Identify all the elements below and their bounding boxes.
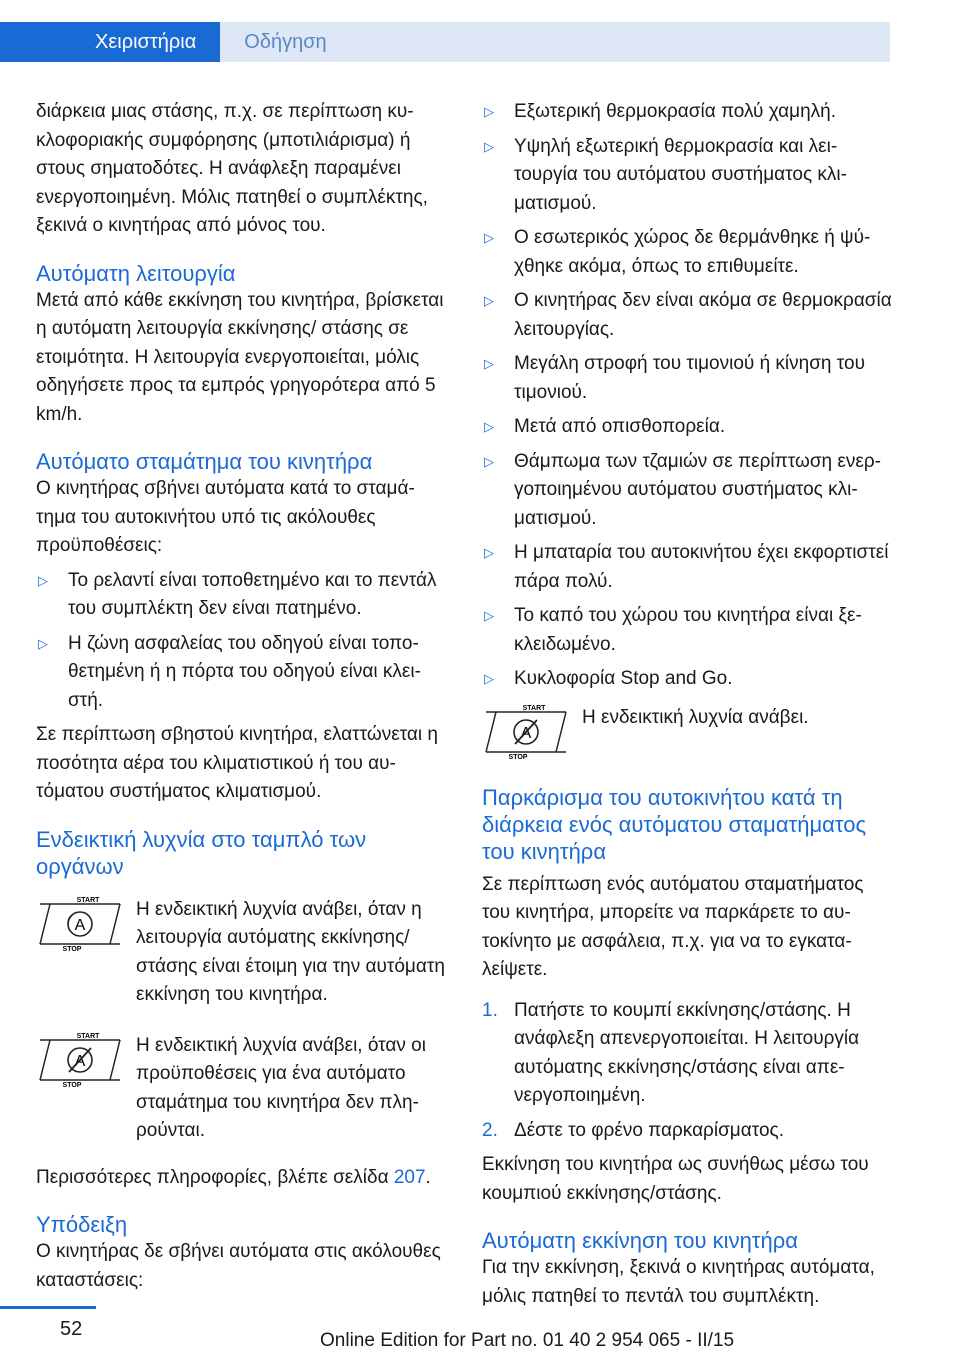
list-item: ▷ Κυκλοφορία Stop and Go. [484,668,733,689]
header-tabs [0,22,890,62]
page-link[interactable]: 207 [393,1166,426,1188]
triangle-bullet-icon: ▷ [38,635,48,651]
heading-auto-start: Αυτόματη εκκίνηση του κινητήρα [482,1228,798,1253]
triangle-bullet-icon: ▷ [38,572,48,588]
svg-text:A: A [74,1052,86,1070]
indicator-ready-text: Η ενδεικτική λυχνία ανάβει, όταν η λειτουργία αυτόματης εκκίνησης/ στάσης είναι έτοιμη για την αυτόματη εκκίνηση του κινητήρα. [136,898,445,1005]
svg-text:STOP: STOP [508,753,528,760]
triangle-bullet-icon: ▷ [484,545,494,560]
start-stop-unavailable-icon [36,1032,124,1088]
list-item: ▷ Εξωτερική θερμοκρασία πολύ χαμηλή. [484,101,837,122]
list-item: ▷ Ο κινητήρας δεν είναι ακόμα σε θερμοκρασία λειτουργίας. [484,290,892,340]
list-item: ▷ Η μπαταρία του αυτοκινήτου έχει εκφορτιστεί πάρα πολύ. [484,542,889,592]
svg-text:STOP: STOP [62,1081,82,1088]
svg-text:A: A [74,916,86,934]
auto-stop-paragraph: Ο κινητήρας σβήνει αυτόματα κατά το σταμάτημα του αυτοκινήτου υπό τις ακόλουθες προϋποθέσεις: [36,478,415,556]
indicator-stop-and-go [482,704,894,760]
list-item: ▷ Το ρελαντί είναι τοποθετημένο και το πεντάλ του συμπλέκτη δεν είναι πατημένο. [38,569,437,619]
left-column [36,98,446,1295]
svg-text:STOP: STOP [62,945,82,952]
triangle-bullet-icon: ▷ [484,293,494,308]
svg-text:START: START [522,704,546,712]
parking-paragraph: Σε περίπτωση ενός αυτόματου σταματήματος του κινητήρα, μπορείτε να παρκάρετε το αυτοκίνητο με ασφάλεια, π.χ. για να το εγκαταλείψετε. [482,873,864,980]
list-item: 2. Δέστε το φρένο παρκαρίσματος. [482,1119,784,1141]
heading-auto-stop: Αυτόματο σταμάτημα του κινητήρα [36,449,373,474]
indicator-not-met [36,1032,446,1146]
list-item: 1. Πατήστε το κουμπί εκκίνησης/στάσης. Η ανάφλεξη απενεργοποιείται. Η λειτουργία αυτόματης εκκίνησης/στάσης είναι απενεργοποιημένη. [482,999,860,1106]
svg-text:A: A [520,724,532,742]
list-item: ▷ Θάμπωμα των τζαμιών σε περίπτωση ενεργοποιημένου αυτόματου συστήματος κλιματισμού. [484,450,881,529]
restart-paragraph: Εκκίνηση του κινητήρα ως συνήθως μέσω του κουμπιού εκκίνησης/στάσης. [482,1154,869,1204]
intro-paragraph: διάρκεια μιας στάσης, π.χ. σε περίπτωση κυκλοφοριακής συμφόρησης (μποτιλιάρισμα) ή στους σηματοδότες. Η ανάφλεξη παραμένει ενεργοποιημένη. Μόλις πατηθεί ο συμπλέκτης, ξεκινά ο κινητήρας από μόνος του. [36,101,428,236]
auto-start-paragraph: Για την εκκίνηση, ξεκινά ο κινητήρας αυτόματα, μόλις πατηθεί το πεντάλ του συμπλέκτη. [482,1257,875,1307]
list-item: ▷ Μεγάλη στροφή του τιμονιού ή κίνηση του τιμονιού. [484,353,865,403]
auto-function-paragraph: Μετά από κάθε εκκίνηση του κινητήρα, βρίσκεται η αυτόματη λειτουργία εκκίνησης/ στάσης σε ετοιμότητα. Η λειτουργία ενεργοποιείται, μόλις οδηγήσετε προς τα εμπρός γρηγορότερα από 5 km/h. [36,289,444,425]
tab-driving[interactable]: Οδήγηση [220,22,890,62]
triangle-bullet-icon: ▷ [484,671,494,686]
reduce-air-paragraph: Σε περίπτωση σβηστού κινητήρα, ελαττώνεται η ποσότητα αέρα του κλιματιστικού ή του αυτόματου συστήματος κλιματισμού. [36,724,438,802]
heading-parking: Παρκάρισμα του αυτοκινήτου κατά τη διάρκεια ενός αυτόματου σταματήματος του κινητήρα [482,784,867,864]
svg-text:START: START [76,896,100,904]
triangle-bullet-icon: ▷ [484,608,494,623]
indicator-not-met-text: Η ενδεικτική λυχνία ανάβει, όταν οι προϋποθέσεις για ένα αυτόματο σταμάτημα του κινητήρα δεν πληρούνται. [136,1034,426,1141]
edition-text: Online Edition for Part no. 01 40 2 954 065 - II/15 [320,1330,735,1351]
tab-controls[interactable]: Χειριστήρια [0,22,220,62]
stop-conditions-list [36,567,446,716]
start-stop-unavailable-icon [482,704,570,760]
right-column [482,98,894,1311]
more-info-paragraph: Περισσότερες πληροφορίες, βλέπε σελίδα 207. [36,1166,431,1188]
start-stop-ready-icon [36,896,124,952]
footer-divider [0,1306,96,1309]
list-item: ▷ Η ζώνη ασφαλείας του οδηγού είναι τοποθετημένη ή η πόρτα του οδηγού είναι κλειστή. [38,632,421,711]
parking-steps-list [482,997,894,1146]
list-item: ▷ Ο εσωτερικός χώρος δε θερμάνθηκε ή ψύχθηκε ακόμα, όπως το επιθυμείτε. [484,227,871,277]
triangle-bullet-icon: ▷ [484,453,494,469]
indicator-ready [36,896,446,1010]
indicator-stop-and-go-text: Η ενδεικτική λυχνία ανάβει. [582,706,809,728]
triangle-bullet-icon: ▷ [484,356,494,371]
list-item: ▷ Υψηλή εξωτερική θερμοκρασία και λειτουργία του αυτόματου συστήματος κλιματισμού. [484,135,847,214]
list-item: ▷ Το καπό του χώρου του κινητήρα είναι ξεκλειδωμένο. [484,605,862,655]
list-item: ▷ Μετά από οπισθοπορεία. [484,416,726,437]
hint-paragraph: Ο κινητήρας δε σβήνει αυτόματα στις ακόλουθες καταστάσεις: [36,1241,441,1291]
svg-text:START: START [76,1032,100,1040]
triangle-bullet-icon: ▷ [484,230,494,245]
heading-auto-function: Αυτόματη λειτουργία [36,260,236,286]
heading-hint: Υπόδειξη [36,1212,128,1237]
heading-indicator-lamp: Ενδεικτική λυχνία στο ταμπλό των οργάνων [36,826,367,879]
triangle-bullet-icon: ▷ [484,104,494,119]
page-number: 52 [60,1318,83,1340]
hint-conditions-list [482,98,894,694]
triangle-bullet-icon: ▷ [484,138,494,154]
triangle-bullet-icon: ▷ [484,419,494,434]
